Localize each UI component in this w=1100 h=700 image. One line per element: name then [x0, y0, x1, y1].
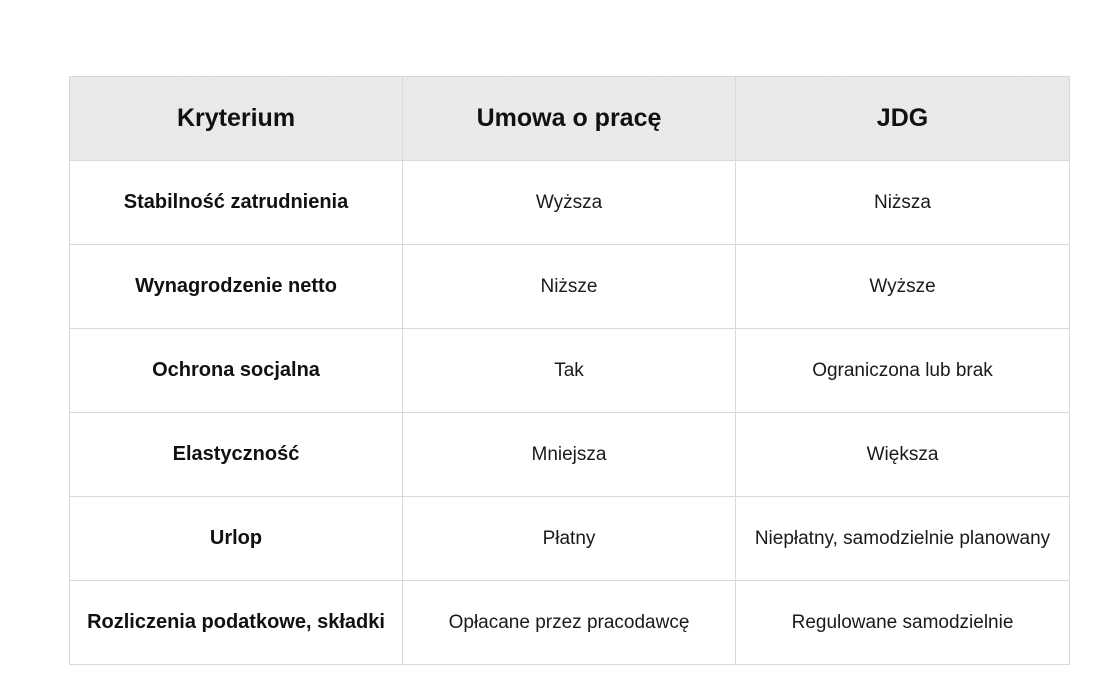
table-row — [70, 581, 1070, 665]
comparison-table-container — [69, 76, 1069, 665]
criterion-cell: Stabilność zatrudnienia — [70, 161, 403, 245]
jdg-cell: Większa — [736, 413, 1070, 497]
criterion-cell: Elastyczność — [70, 413, 403, 497]
table-row — [70, 245, 1070, 329]
jdg-cell: Niższa — [736, 161, 1070, 245]
header-umowa-o-prace: Umowa o pracę — [403, 77, 736, 161]
comparison-table — [69, 76, 1070, 665]
jdg-cell: Wyższe — [736, 245, 1070, 329]
header-kryterium: Kryterium — [70, 77, 403, 161]
umowa-cell: Niższe — [403, 245, 736, 329]
table-row — [70, 497, 1070, 581]
jdg-cell: Ograniczona lub brak — [736, 329, 1070, 413]
umowa-cell: Tak — [403, 329, 736, 413]
criterion-cell: Ochrona socjalna — [70, 329, 403, 413]
table-row — [70, 329, 1070, 413]
table-row — [70, 161, 1070, 245]
umowa-cell: Płatny — [403, 497, 736, 581]
jdg-cell: Regulowane samodzielnie — [736, 581, 1070, 665]
umowa-cell: Opłacane przez pracodawcę — [403, 581, 736, 665]
umowa-cell: Wyższa — [403, 161, 736, 245]
criterion-cell: Rozliczenia podatkowe, składki — [70, 581, 403, 665]
jdg-cell: Niepłatny, samodzielnie planowany — [736, 497, 1070, 581]
criterion-cell: Wynagrodzenie netto — [70, 245, 403, 329]
umowa-cell: Mniejsza — [403, 413, 736, 497]
header-jdg: JDG — [736, 77, 1070, 161]
criterion-cell: Urlop — [70, 497, 403, 581]
table-header-row — [70, 77, 1070, 161]
table-row — [70, 413, 1070, 497]
